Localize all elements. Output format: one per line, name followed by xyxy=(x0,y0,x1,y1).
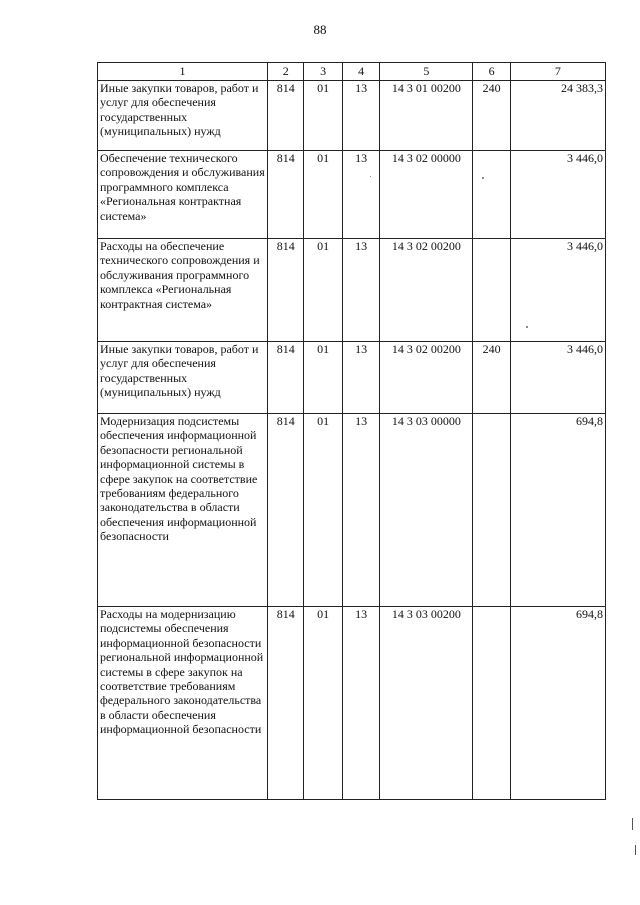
header-row xyxy=(98,63,606,81)
table-row xyxy=(98,607,606,800)
table-row xyxy=(98,239,606,342)
row-vr-cell xyxy=(473,239,510,342)
row-rz-cell: 01 xyxy=(304,607,342,800)
row-pr-cell: 13 xyxy=(342,81,379,151)
row-gr-cell: 814 xyxy=(268,414,304,607)
row-name-cell: Иные закупки товаров, работ и услуг для обеспечения государственных (муниципальных) нужд xyxy=(98,342,268,414)
table-row xyxy=(98,151,606,239)
scan-speck xyxy=(526,326,528,328)
row-sum-cell: 3 446,0 xyxy=(510,239,605,342)
table-row xyxy=(98,414,606,607)
scan-speck xyxy=(370,176,371,177)
row-csr-cell: 14 3 03 00200 xyxy=(380,607,473,800)
row-rz-cell: 01 xyxy=(304,414,342,607)
table-row xyxy=(98,342,606,414)
row-csr-cell: 14 3 02 00200 xyxy=(380,342,473,414)
row-gr-cell: 814 xyxy=(268,81,304,151)
row-pr-cell: 13 xyxy=(342,342,379,414)
row-name-cell: Расходы на обеспечение технического сопровождения и обслуживания программного комплекса «Региональная контрактная система» xyxy=(98,239,268,342)
table-row xyxy=(98,81,606,151)
scan-speck xyxy=(482,177,484,179)
row-name-cell: Иные закупки товаров, работ и услуг для обеспечения государственных (муниципальных) нужд xyxy=(98,81,268,151)
row-name-cell: Обеспечение технического сопровождения и обслуживания программного комплекса «Региональная контрактная система» xyxy=(98,151,268,239)
header-cell: 4 xyxy=(342,63,379,81)
row-csr-cell: 14 3 01 00200 xyxy=(380,81,473,151)
row-sum-cell: 24 383,3 xyxy=(510,81,605,151)
header-cell: 2 xyxy=(268,63,304,81)
row-csr-cell: 14 3 03 00000 xyxy=(380,414,473,607)
page-number: 88 xyxy=(313,22,327,37)
scan-edge-mark xyxy=(635,845,636,855)
row-gr-cell: 814 xyxy=(268,342,304,414)
row-vr-cell xyxy=(473,607,510,800)
row-csr-cell: 14 3 02 00200 xyxy=(380,239,473,342)
row-vr-cell xyxy=(473,414,510,607)
row-pr-cell: 13 xyxy=(342,414,379,607)
row-sum-cell: 3 446,0 xyxy=(510,151,605,239)
row-gr-cell: 814 xyxy=(268,239,304,342)
row-gr-cell: 814 xyxy=(268,607,304,800)
header-cell: 3 xyxy=(304,63,342,81)
header-cell: 7 xyxy=(510,63,605,81)
row-rz-cell: 01 xyxy=(304,239,342,342)
header-cell: 1 xyxy=(98,63,268,81)
row-rz-cell: 01 xyxy=(304,81,342,151)
row-sum-cell: 3 446,0 xyxy=(510,342,605,414)
row-name-cell: Расходы на модернизацию подсистемы обеспечения информационной безопасности региональной информационной системы в сфере закупок на соответствие требованиям федерального законодательства в области обеспечения информационной безопасности xyxy=(98,607,268,800)
row-rz-cell: 01 xyxy=(304,342,342,414)
row-csr-cell: 14 3 02 00000 xyxy=(380,151,473,239)
row-gr-cell: 814 xyxy=(268,151,304,239)
row-pr-cell: 13 xyxy=(342,239,379,342)
budget-table xyxy=(97,62,606,800)
row-sum-cell: 694,8 xyxy=(510,414,605,607)
row-vr-cell: 240 xyxy=(473,81,510,151)
row-pr-cell: 13 xyxy=(342,151,379,239)
row-vr-cell xyxy=(473,151,510,239)
header-cell: 5 xyxy=(380,63,473,81)
row-sum-cell: 694,8 xyxy=(510,607,605,800)
row-vr-cell: 240 xyxy=(473,342,510,414)
header-cell: 6 xyxy=(473,63,510,81)
row-name-cell: Модернизация подсистемы обеспечения информационной безопасности региональной информационной системы в сфере закупок на соответствие требованиям федерального законодательства в области обеспечения информационной безопасности xyxy=(98,414,268,607)
row-rz-cell: 01 xyxy=(304,151,342,239)
row-pr-cell: 13 xyxy=(342,607,379,800)
scan-edge-mark xyxy=(632,818,633,830)
